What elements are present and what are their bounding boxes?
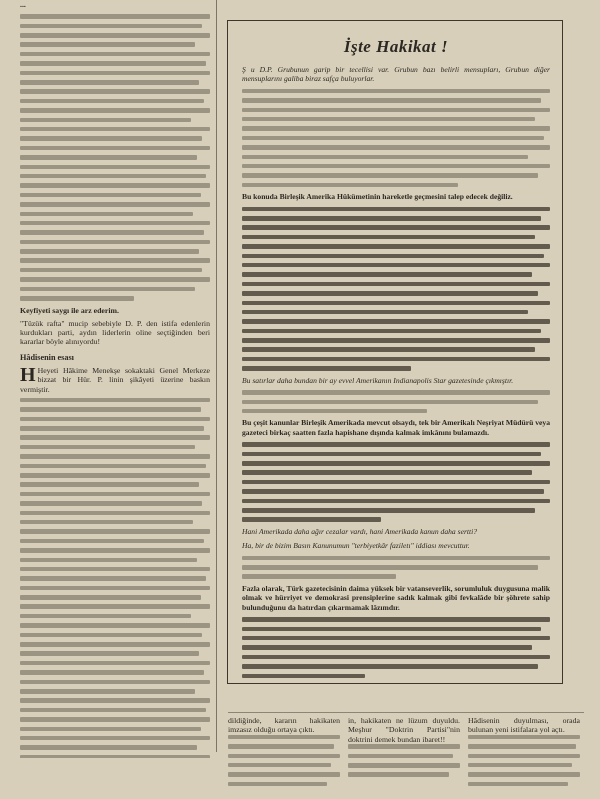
- section-2-lines: [242, 442, 550, 522]
- bottom-col3-lines: [468, 735, 580, 786]
- left-body-opening: [20, 366, 210, 394]
- bottom-col2-lines: [348, 744, 460, 777]
- left-column: [20, 0, 210, 758]
- bottom-col1-text: dildiğinde, kararın hakikaten imzasız olduğu ortaya çıktı.: [228, 716, 340, 735]
- article-italic-3: Ha, bir de bizim Basın Kanunumun "terbiyetkâr faziletı" iddiası mevcuttur.: [242, 541, 470, 551]
- bottom-col2-text: in, hakikaten ne lüzum duyuldu. Meşhur "Doktrin Partisi"nin doktrini demek bundan ibaret!!: [348, 716, 460, 744]
- italic-3-lines: [242, 556, 550, 579]
- column-divider: [216, 0, 217, 752]
- intro-lines: [242, 89, 550, 187]
- article-section-2: Bu çeşit kanunlar Birleşik Amerikada mevcut olsaydı, tek bir Amerikalı Neşriyat Müdürü veya gazeteci birkaç saatten fazla hapishane dışında kalmak imkânını bulamazdı.: [242, 418, 550, 437]
- article-italic-4: [242, 683, 550, 684]
- left-resolution: Keyfiyeti saygı ile arz ederim.: [20, 305, 119, 315]
- section-3-lines: [242, 617, 550, 678]
- left-subhead: Hâdisenin esası: [20, 352, 74, 362]
- bottom-column-2: [348, 716, 460, 796]
- boxed-article: [227, 20, 563, 684]
- bottom-col3-text: Hâdisenin duyulması, orada bulunan yeni istifalara yol açtı.: [468, 716, 580, 735]
- article-intro: Ş u D.P. Grubunun garip bir tecellisi var. Grubun bazı belirli mensupları, Grubun diğer mensuplarını galiba biraz safça buluyorlar.: [242, 65, 550, 84]
- article-section-3: Fazla olarak, Türk gazetecisinin daima yüksek bir vatanseverlik, sorumluluk duygusuna malik olmak ve hürriyet ve demokrasi prensiplerine sadık kalmak gibi fevkalâde bir şöhrete sahip bulunduğunu da hatırdan çıkarmamak lâzımdır.: [242, 583, 550, 612]
- bottom-rule: [228, 712, 584, 713]
- italic-1-lines: [242, 390, 550, 413]
- bottom-col1-lines: [228, 735, 340, 786]
- dropcap: H: [20, 364, 36, 386]
- bottom-column-1: [228, 716, 340, 796]
- left-body-lines-1: [20, 14, 210, 300]
- left-tuzuk-note: "Tüzük rafta" mucip sebebiyle D. P. den istifa edenlerin kurdukları parti, aydın liderlerin oline seçtiğinden beri kararlar böyle alınıyordu!: [20, 318, 210, 347]
- section-1-lines: [242, 207, 550, 371]
- article-italic-2: Hani Amerikada daha ağır cezalar vardı, hani Amerikada kanun daha sertti?: [242, 526, 478, 536]
- article-section-1: Bu konuda Birleşik Amerika Hükümetinin hareketle geçmesini talep edecek değiliz.: [242, 192, 513, 202]
- left-intro: ...: [20, 0, 26, 9]
- bottom-column-3: [468, 716, 580, 796]
- bottom-strip: [228, 716, 588, 796]
- left-body-lines-2: [20, 398, 210, 758]
- left-body-text: Heyeti Hâkime Menekşe sokaktaki Genel Merkeze bizzat bir Hür. P. linin şikâyeti üzerine baskın vermiştir.: [20, 366, 210, 394]
- article-italic-1: Bu satırlar daha bundan bir ay evvel Amerikanın Indianapolis Star gazetesinde çıkmıştır.: [242, 375, 514, 385]
- article-title: İşte Hakikat !: [343, 37, 449, 56]
